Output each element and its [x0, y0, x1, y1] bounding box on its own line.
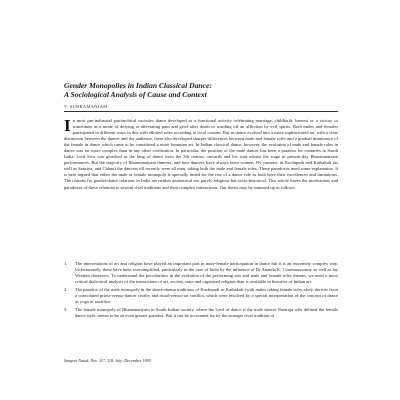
article-title [64, 81, 354, 99]
thesis-point-text: The paradox of the male monopoly in the dance-drama traditions of Kuchipudi or Kathakali (with males taking female roles also), derives from a convoluted priest-versus-dancer rivalry and ritual-versus-art conflict, which were resolved by a special interpretation of the concept of dance as yoga or sacrifice. [75, 287, 338, 305]
author-name: V. SUBRAMANIAM [64, 104, 108, 109]
intro-paragraph-text: n most pre-industrial patriarchical societies dance developed as a functional activity celebrating marriage, childbirth, harvest or a victory or sometimes as a mode of defying or alleviating pain and grief after death or warding off an affliction by evil spirits. Both males and females participated in different ways in this with allotted roles according to local custom. But as dance evolved into a more sophisticated art, with a clear distinction between the dancer and the audience, there also developed sharper differences between male and female roles and a gradual dominance of the female in dance which came to be considered a more feminine art. In Indian classical dance, however, the evolution of male and female roles in dance was far more complex than in any other civilization. In particular, the position of the male dancer has been a paradox for centuries in South India. Lord Siva was glorified as the king of dance from the 5th century onwards and his icon adorns the stage in present-day Bharatanatyam performances. But the majority of Bharatanatyam dancers, and best dancers have always been women. By contrast, in Kuchipudi and Kathakali (as well as Sattriya, and Chhau) the dancers till recently were all men, taking both the male and female roles. These paradoxes need some explanation. It is here argued that either the male or female monopoly is specially timed for the rise of a dance role as both have their excellences and limitations. The reasons for gender-dance relations in India are neither anatomical nor purely religious but socio-historical. This article traces the motivations and paradoxes of these relations to several rival traditions and their complex interactions. Our thesis may be summed up as follows. [64, 118, 338, 190]
thesis-point-text: The interrelations of art and religion have played an important part in male-female participation in dance but it is an extremely complex way. Unfortunately, these have been oversimplified, particularly in the case of India by the influence of Dr Ananda K. Coomaraswamy as well as lay Western observers. To understand the peculiarities in the evolution of the performing arts and male and female roles therein, we need a more critical dialectical analysis of the interactions of art, society, state and organized religion than is available in histories of Indian art. [75, 261, 338, 285]
article-title-line-2: A Sociological Analysis of Cause and Context [64, 90, 207, 100]
thesis-point [64, 307, 338, 319]
page-footer-citation: Sangeet Natak, Nos. 117–118, July–December 1995 [64, 358, 151, 363]
thesis-point-text: The female monopoly of Bharatanatyam in South Indian society, where the Lord of dance is the male dancer Nataraja who defined the female dance style, seems to be an even greater paradox. But it can be accounted for by the stronger rival tradition of [75, 307, 338, 319]
thesis-point [64, 287, 338, 305]
article-title-line-1: Gender Monopolies in Indian Classical Dance: [64, 81, 212, 90]
thesis-point-number: 2. [64, 287, 68, 293]
title-divider [64, 111, 338, 112]
thesis-list [64, 261, 338, 321]
thesis-point-number: 1. [64, 261, 68, 266]
drop-cap: I [64, 116, 71, 135]
thesis-point [64, 261, 338, 285]
thesis-point-number: 3. [64, 307, 68, 313]
intro-paragraph [64, 118, 338, 191]
